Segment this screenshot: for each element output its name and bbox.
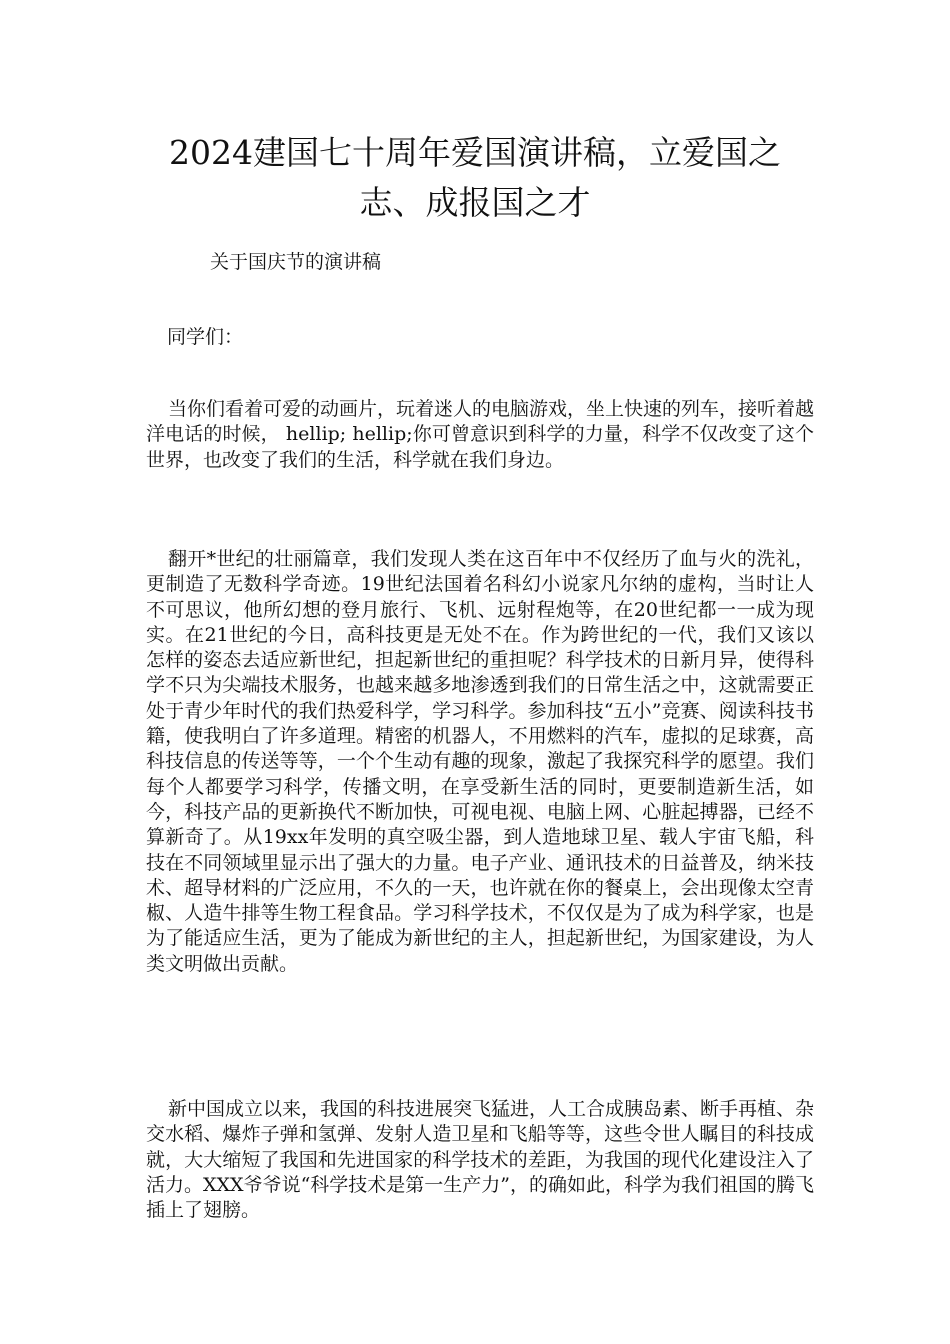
body-paragraph: 翻开*世纪的壮丽篇章，我们发现人类在这百年中不仅经历了血与火的洗礼，更制造了无数科学奇迹。19世纪法国着名科幻小说家凡尔纳的虚构，当时让人不可思议，他所幻想的登月旅行、飞机、远射程炮等，在20世纪都一一成为现实。在21世纪的今日，高科技更是无处不在。作为跨世纪的一代，我们又该以怎样的姿态去适应新世纪，担起新世纪的重担呢？科学技术的日新月异，使得科学不只为尖端技术服务，也越来越多地渗透到我们的日常生活之中，这就需要正处于青少年时代的我们热爱科学，学习科学。参加科技“五小”竞赛、阅读科技书籍，使我明白了许多道理。精密的机器人，不用燃料的汽车，虚拟的足球赛，高科技信息的传送等等，一个个生动有趣的现象，激起了我探究科学的愿望。我们每个人都要学习科学，传播文明，在享受新生活的同时，更要制造新生活，如今，科技产品的更新换代不断加快，可视电视、电脑上网、心脏起搏器，已经不算新奇了。从19xx年发明的真空吸尘器，到人造地球卫星、载人宇宙飞船，科技在不同领域里显示出了强大的力量。电子产业、通讯技术的日益普及，纳米技术、超导材料的广泛应用，不久的一天，也许就在你的餐桌上，会出现像太空青椒、人造牛排等生物工程食品。学习科学技术，不仅仅是为了成为科学家，也是为了能适应生活，更为了能成为新世纪的主人，担起新世纪，为国家建设，为人类文明做出贡献。 <box>146 548 814 975</box>
document-subtitle: 关于国庆节的演讲稿 <box>210 251 382 273</box>
body-paragraph: 新中国成立以来，我国的科技进展突飞猛进，人工合成胰岛素、断手再植、杂交水稻、爆炸子弹和氢弹、发射人造卫星和飞船等等，这些令世人瞩目的科技成就，大大缩短了我国和先进国家的科学技术的差距，为我国的现代化建设注入了活力。XXX爷爷说“科学技术是第一生产力”，的确如此，科学为我们祖国的腾飞插上了翅膀。 <box>146 1098 815 1222</box>
document-title: 2024建国七十周年爱国演讲稿，立爱国之志、成报国之才 <box>169 133 781 222</box>
salutation: 同学们： <box>167 326 244 348</box>
body-paragraph: 当你们看着可爱的动画片，玩着迷人的电脑游戏，坐上快速的列车，接听着越洋电话的时候， hellip; hellip;你可曾意识到科学的力量，科学不仅改变了这个世界，也改变了我们的生活，科学就在我们身边。 <box>146 398 815 471</box>
